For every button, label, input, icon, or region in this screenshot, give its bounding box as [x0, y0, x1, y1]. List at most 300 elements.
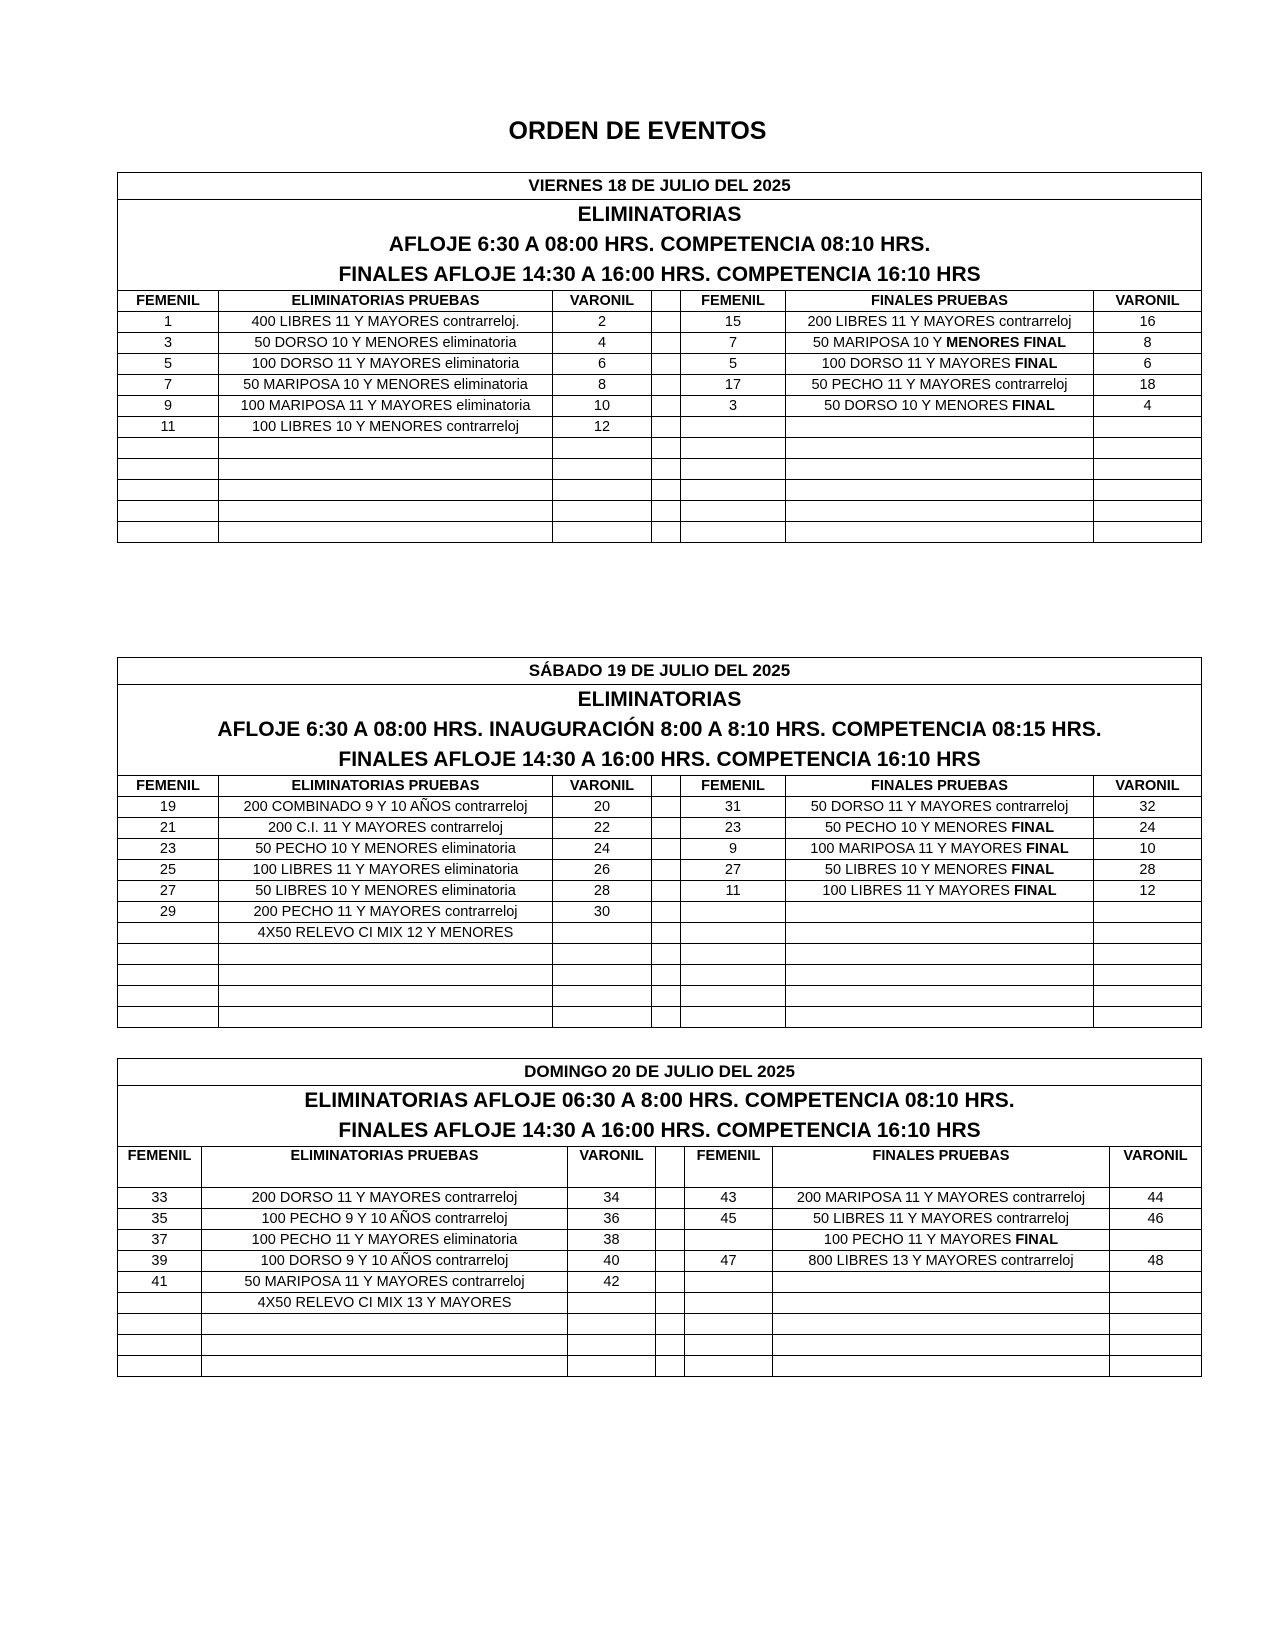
day-header — [118, 685, 1202, 776]
final-event — [786, 881, 1094, 902]
table-row — [118, 797, 1202, 818]
femenil-final-number: 5 — [681, 354, 786, 375]
varonil-final-number — [1094, 522, 1202, 543]
eliminatoria-event — [202, 1314, 568, 1335]
femenil-number: 27 — [118, 881, 219, 902]
femenil-final-number — [681, 438, 786, 459]
femenil-final-number: 9 — [681, 839, 786, 860]
eliminatoria-event — [219, 1007, 553, 1028]
final-event — [786, 354, 1094, 375]
eliminatoria-event: 100 PECHO 9 Y 10 AÑOS contrarreloj — [202, 1209, 568, 1230]
final-event-text: 100 DORSO 11 Y MAYORES — [821, 356, 1015, 372]
varonil-number: 22 — [553, 818, 652, 839]
col-femenil: FEMENIL — [118, 291, 219, 312]
schedule-table-saturday — [117, 657, 1202, 1028]
varonil-final-number — [1094, 417, 1202, 438]
varonil-number: 28 — [553, 881, 652, 902]
eliminatoria-event: 100 DORSO 11 Y MAYORES eliminatoria — [219, 354, 553, 375]
varonil-number — [553, 986, 652, 1007]
varonil-final-number — [1094, 902, 1202, 923]
eliminatoria-event — [219, 965, 553, 986]
final-event — [786, 902, 1094, 923]
final-event-text: 200 LIBRES 11 Y MAYORES contrarreloj — [807, 314, 1072, 330]
final-event-bold-text: FINAL — [1015, 1232, 1059, 1248]
col-femenil-finals: FEMENIL — [681, 291, 786, 312]
femenil-final-number — [681, 417, 786, 438]
table-row — [118, 818, 1202, 839]
schedule-table-sunday — [117, 1058, 1202, 1377]
spacer-cell — [652, 797, 681, 818]
femenil-final-number — [685, 1335, 773, 1356]
final-event — [773, 1188, 1110, 1209]
table-row — [118, 396, 1202, 417]
varonil-final-number: 32 — [1094, 797, 1202, 818]
varonil-number — [568, 1356, 656, 1377]
final-event — [786, 944, 1094, 965]
varonil-number — [553, 501, 652, 522]
varonil-final-number — [1110, 1356, 1202, 1377]
table-row — [118, 1272, 1202, 1293]
varonil-number: 24 — [553, 839, 652, 860]
varonil-final-number: 16 — [1094, 312, 1202, 333]
femenil-final-number — [681, 965, 786, 986]
varonil-number: 42 — [568, 1272, 656, 1293]
femenil-number — [118, 480, 219, 501]
femenil-number: 29 — [118, 902, 219, 923]
table-row — [118, 1335, 1202, 1356]
final-event-text: 100 LIBRES 11 Y MAYORES — [822, 883, 1014, 899]
femenil-number — [118, 438, 219, 459]
table-row — [118, 354, 1202, 375]
schedule-table-friday — [117, 172, 1202, 543]
final-event-bold-text: FINAL — [1011, 820, 1055, 836]
final-event — [773, 1209, 1110, 1230]
varonil-number: 4 — [553, 333, 652, 354]
final-event — [773, 1272, 1110, 1293]
femenil-number: 19 — [118, 797, 219, 818]
final-event-bold-text: FINAL — [1014, 356, 1058, 372]
varonil-final-number — [1094, 438, 1202, 459]
varonil-number: 8 — [553, 375, 652, 396]
eliminatoria-event: 100 PECHO 11 Y MAYORES eliminatoria — [202, 1230, 568, 1251]
femenil-number — [118, 459, 219, 480]
eliminatoria-event: 50 LIBRES 10 Y MENORES eliminatoria — [219, 881, 553, 902]
col-varonil-finals-text: VARONIL — [1123, 1148, 1188, 1164]
femenil-number: 1 — [118, 312, 219, 333]
col-femenil: FEMENIL — [118, 776, 219, 797]
femenil-final-number: 47 — [685, 1251, 773, 1272]
varonil-final-number — [1110, 1293, 1202, 1314]
varonil-final-number — [1094, 501, 1202, 522]
final-event — [773, 1230, 1110, 1251]
spacer-cell — [652, 438, 681, 459]
varonil-final-number — [1110, 1230, 1202, 1251]
final-event-text: 100 PECHO 11 Y MAYORES — [823, 1232, 1016, 1248]
table-row — [118, 1230, 1202, 1251]
final-event — [786, 1007, 1094, 1028]
varonil-final-number — [1094, 923, 1202, 944]
varonil-final-number: 8 — [1094, 333, 1202, 354]
femenil-final-number — [681, 459, 786, 480]
femenil-final-number — [681, 480, 786, 501]
varonil-number — [553, 438, 652, 459]
day-date: VIERNES 18 DE JULIO DEL 2025 — [118, 173, 1202, 200]
day-header — [118, 200, 1202, 291]
spacer-cell — [652, 312, 681, 333]
header-line: ELIMINATORIAS AFLOJE 06:30 A 8:00 HRS. COMPETENCIA 08:10 HRS. — [304, 1089, 1015, 1112]
table-row — [118, 1209, 1202, 1230]
table-row — [118, 881, 1202, 902]
femenil-number: 11 — [118, 417, 219, 438]
varonil-number — [553, 459, 652, 480]
col-femenil — [118, 1147, 202, 1188]
table-row — [118, 1188, 1202, 1209]
column-header-row — [118, 291, 1202, 312]
table-row — [118, 480, 1202, 501]
table-row — [118, 1251, 1202, 1272]
varonil-number — [553, 944, 652, 965]
femenil-number — [118, 965, 219, 986]
varonil-final-number — [1110, 1314, 1202, 1335]
final-event — [786, 501, 1094, 522]
table-row — [118, 1314, 1202, 1335]
table-row — [118, 522, 1202, 543]
varonil-number: 10 — [553, 396, 652, 417]
eliminatoria-event — [219, 986, 553, 1007]
spacer-cell — [652, 818, 681, 839]
spacer-cell — [652, 417, 681, 438]
femenil-number — [118, 1356, 202, 1377]
spacer-cell — [652, 333, 681, 354]
varonil-final-number: 10 — [1094, 839, 1202, 860]
final-event — [786, 839, 1094, 860]
col-varonil: VARONIL — [553, 776, 652, 797]
final-event-bold-text: FINAL — [1013, 883, 1057, 899]
varonil-final-number — [1094, 944, 1202, 965]
final-event-text: 50 LIBRES 11 Y MAYORES contrarreloj — [812, 1211, 1069, 1227]
varonil-number — [553, 1007, 652, 1028]
table-row — [118, 333, 1202, 354]
col-varonil-finals: VARONIL — [1094, 776, 1202, 797]
col-eliminatorias: ELIMINATORIAS PRUEBAS — [219, 776, 553, 797]
spacer-cell — [652, 1007, 681, 1028]
final-event — [773, 1314, 1110, 1335]
col-eliminatorias: ELIMINATORIAS PRUEBAS — [202, 1147, 568, 1188]
table-row — [118, 965, 1202, 986]
eliminatoria-event: 50 MARIPOSA 11 Y MAYORES contrarreloj — [202, 1272, 568, 1293]
varonil-number: 6 — [553, 354, 652, 375]
table-row — [118, 1356, 1202, 1377]
varonil-final-number: 4 — [1094, 396, 1202, 417]
femenil-number: 25 — [118, 860, 219, 881]
table-row — [118, 1007, 1202, 1028]
varonil-final-number — [1094, 459, 1202, 480]
varonil-number — [553, 480, 652, 501]
femenil-number: 7 — [118, 375, 219, 396]
final-event-text: 50 LIBRES 10 Y MENORES — [824, 862, 1012, 878]
varonil-number: 26 — [553, 860, 652, 881]
varonil-final-number: 46 — [1110, 1209, 1202, 1230]
table-row — [118, 417, 1202, 438]
femenil-final-number: 3 — [681, 396, 786, 417]
spacer-cell — [656, 1209, 685, 1230]
spacer-cell — [656, 1356, 685, 1377]
final-event-bold-text: MENORES FINAL — [946, 335, 1067, 351]
varonil-final-number: 18 — [1094, 375, 1202, 396]
final-event — [773, 1335, 1110, 1356]
header-line: ELIMINATORIAS — [577, 688, 742, 711]
femenil-final-number: 7 — [681, 333, 786, 354]
final-event — [786, 333, 1094, 354]
femenil-final-number — [681, 986, 786, 1007]
col-varonil-text: VARONIL — [579, 1148, 644, 1164]
spacer-cell — [652, 860, 681, 881]
spacer-cell — [656, 1272, 685, 1293]
header-line: AFLOJE 6:30 A 08:00 HRS. INAUGURACIÓN 8:00 A 8:10 HRS. COMPETENCIA 08:15 HRS. — [217, 718, 1102, 741]
page-title: ORDEN DE EVENTOS — [508, 117, 767, 145]
varonil-number: 12 — [553, 417, 652, 438]
eliminatoria-event: 100 LIBRES 11 Y MAYORES eliminatoria — [219, 860, 553, 881]
femenil-number: 39 — [118, 1251, 202, 1272]
col-femenil-finals-text: FEMENIL — [696, 1148, 761, 1164]
col-femenil-text: FEMENIL — [127, 1148, 192, 1164]
eliminatoria-event — [219, 501, 553, 522]
header-line: FINALES AFLOJE 14:30 A 16:00 HRS. COMPETENCIA 16:10 HRS — [338, 1119, 981, 1142]
eliminatoria-event: 50 DORSO 10 Y MENORES eliminatoria — [219, 333, 553, 354]
final-event-text: 50 MARIPOSA 10 Y — [812, 335, 947, 351]
femenil-final-number: 15 — [681, 312, 786, 333]
col-varonil — [568, 1147, 656, 1188]
spacer-cell — [652, 923, 681, 944]
eliminatoria-event — [219, 944, 553, 965]
femenil-number: 41 — [118, 1272, 202, 1293]
femenil-number: 33 — [118, 1188, 202, 1209]
spacer-cell — [652, 839, 681, 860]
table-row — [118, 1293, 1202, 1314]
col-spacer — [652, 776, 681, 797]
femenil-number: 3 — [118, 333, 219, 354]
spacer-cell — [652, 965, 681, 986]
varonil-final-number — [1110, 1335, 1202, 1356]
eliminatoria-event: 200 PECHO 11 Y MAYORES contrarreloj — [219, 902, 553, 923]
column-header-row — [118, 776, 1202, 797]
final-event-text: 50 PECHO 11 Y MAYORES contrarreloj — [811, 377, 1068, 393]
table-row — [118, 375, 1202, 396]
col-spacer — [656, 1147, 685, 1188]
final-event-text: 200 MARIPOSA 11 Y MAYORES contrarreloj — [796, 1190, 1086, 1206]
varonil-final-number: 6 — [1094, 354, 1202, 375]
femenil-number — [118, 522, 219, 543]
varonil-number: 20 — [553, 797, 652, 818]
eliminatoria-event: 200 C.I. 11 Y MAYORES contrarreloj — [219, 818, 553, 839]
varonil-final-number: 28 — [1094, 860, 1202, 881]
varonil-number: 30 — [553, 902, 652, 923]
eliminatoria-event — [219, 480, 553, 501]
eliminatoria-event: 100 LIBRES 10 Y MENORES contrarreloj — [219, 417, 553, 438]
header-line: ELIMINATORIAS — [577, 203, 742, 226]
femenil-final-number — [681, 923, 786, 944]
col-femenil-finals — [685, 1147, 773, 1188]
femenil-number — [118, 501, 219, 522]
table-row — [118, 902, 1202, 923]
varonil-final-number — [1094, 986, 1202, 1007]
final-event — [786, 986, 1094, 1007]
femenil-final-number: 27 — [681, 860, 786, 881]
femenil-final-number: 43 — [685, 1188, 773, 1209]
eliminatoria-event — [219, 459, 553, 480]
col-varonil: VARONIL — [553, 291, 652, 312]
final-event — [786, 797, 1094, 818]
spacer-cell — [656, 1335, 685, 1356]
femenil-number: 21 — [118, 818, 219, 839]
final-event — [773, 1251, 1110, 1272]
table-row — [118, 986, 1202, 1007]
femenil-final-number — [685, 1230, 773, 1251]
eliminatoria-event: 200 DORSO 11 Y MAYORES contrarreloj — [202, 1188, 568, 1209]
final-event — [786, 459, 1094, 480]
femenil-number — [118, 923, 219, 944]
varonil-final-number: 12 — [1094, 881, 1202, 902]
final-event — [786, 522, 1094, 543]
final-event — [773, 1293, 1110, 1314]
final-event — [786, 923, 1094, 944]
femenil-final-number — [681, 1007, 786, 1028]
final-event — [786, 965, 1094, 986]
final-event — [786, 312, 1094, 333]
table-row — [118, 312, 1202, 333]
eliminatoria-event — [219, 438, 553, 459]
spacer-cell — [652, 944, 681, 965]
eliminatoria-event: 50 MARIPOSA 10 Y MENORES eliminatoria — [219, 375, 553, 396]
varonil-final-number: 24 — [1094, 818, 1202, 839]
spacer-cell — [652, 881, 681, 902]
final-event — [786, 375, 1094, 396]
header-line: FINALES AFLOJE 14:30 A 16:00 HRS. COMPETENCIA 16:10 HRS — [338, 263, 981, 286]
varonil-number — [553, 923, 652, 944]
final-event-bold-text: FINAL — [1011, 862, 1055, 878]
spacer-cell — [652, 522, 681, 543]
spacer-cell — [656, 1188, 685, 1209]
spacer-cell — [656, 1251, 685, 1272]
varonil-final-number: 44 — [1110, 1188, 1202, 1209]
final-event — [773, 1356, 1110, 1377]
final-event-text: 50 DORSO 11 Y MAYORES contrarreloj — [810, 799, 1069, 815]
col-finales: FINALES PRUEBAS — [773, 1147, 1110, 1188]
femenil-number — [118, 1314, 202, 1335]
spacer-cell — [652, 902, 681, 923]
final-event — [786, 438, 1094, 459]
final-event-text: 100 MARIPOSA 11 Y MAYORES — [810, 841, 1027, 857]
final-event-bold-text: FINAL — [1012, 398, 1055, 414]
varonil-number: 2 — [553, 312, 652, 333]
varonil-number — [568, 1314, 656, 1335]
eliminatoria-event: 100 MARIPOSA 11 Y MAYORES eliminatoria — [219, 396, 553, 417]
col-varonil-finals — [1110, 1147, 1202, 1188]
final-event-text: 50 DORSO 10 Y MENORES — [824, 398, 1013, 414]
eliminatoria-event: 4X50 RELEVO CI MIX 12 Y MENORES — [219, 923, 553, 944]
table-row — [118, 459, 1202, 480]
femenil-number: 35 — [118, 1209, 202, 1230]
day-date: SÁBADO 19 DE JULIO DEL 2025 — [118, 658, 1202, 685]
spacer-cell — [656, 1293, 685, 1314]
spacer-cell — [652, 501, 681, 522]
varonil-final-number: 48 — [1110, 1251, 1202, 1272]
header-line: AFLOJE 6:30 A 08:00 HRS. COMPETENCIA 08:10 HRS. — [388, 233, 931, 256]
varonil-number — [553, 965, 652, 986]
col-varonil-finals: VARONIL — [1094, 291, 1202, 312]
femenil-final-number — [681, 501, 786, 522]
varonil-final-number — [1094, 965, 1202, 986]
femenil-number — [118, 944, 219, 965]
varonil-number: 40 — [568, 1251, 656, 1272]
femenil-number — [118, 1335, 202, 1356]
varonil-number — [568, 1293, 656, 1314]
column-header-row — [118, 1147, 1202, 1188]
femenil-final-number: 11 — [681, 881, 786, 902]
femenil-final-number — [685, 1314, 773, 1335]
eliminatoria-event — [219, 522, 553, 543]
spacer-cell — [652, 375, 681, 396]
eliminatoria-event: 100 DORSO 9 Y 10 AÑOS contrarreloj — [202, 1251, 568, 1272]
header-line: FINALES AFLOJE 14:30 A 16:00 HRS. COMPETENCIA 16:10 HRS — [338, 748, 981, 771]
table-row — [118, 860, 1202, 881]
col-finales: FINALES PRUEBAS — [786, 776, 1094, 797]
col-spacer — [652, 291, 681, 312]
final-event-text: 800 LIBRES 13 Y MAYORES contrarreloj — [808, 1253, 1074, 1269]
final-event — [786, 818, 1094, 839]
col-eliminatorias: ELIMINATORIAS PRUEBAS — [219, 291, 553, 312]
eliminatoria-event: 4X50 RELEVO CI MIX 13 Y MAYORES — [202, 1293, 568, 1314]
col-femenil-finals: FEMENIL — [681, 776, 786, 797]
femenil-number: 9 — [118, 396, 219, 417]
final-event — [786, 396, 1094, 417]
varonil-number: 36 — [568, 1209, 656, 1230]
eliminatoria-event: 400 LIBRES 11 Y MAYORES contrarreloj. — [219, 312, 553, 333]
spacer-cell — [652, 459, 681, 480]
day-date: DOMINGO 20 DE JULIO DEL 2025 — [118, 1059, 1202, 1086]
femenil-final-number — [681, 944, 786, 965]
final-event — [786, 480, 1094, 501]
eliminatoria-event — [202, 1335, 568, 1356]
varonil-final-number — [1110, 1272, 1202, 1293]
femenil-final-number — [685, 1356, 773, 1377]
varonil-number — [568, 1335, 656, 1356]
varonil-number: 38 — [568, 1230, 656, 1251]
day-header — [118, 1086, 1202, 1147]
final-event-bold-text: FINAL — [1026, 841, 1069, 857]
table-row — [118, 923, 1202, 944]
femenil-final-number — [685, 1272, 773, 1293]
femenil-final-number: 17 — [681, 375, 786, 396]
varonil-final-number — [1094, 480, 1202, 501]
spacer-cell — [656, 1314, 685, 1335]
femenil-final-number — [685, 1293, 773, 1314]
femenil-number: 37 — [118, 1230, 202, 1251]
spacer-cell — [652, 396, 681, 417]
femenil-number — [118, 986, 219, 1007]
varonil-final-number — [1094, 1007, 1202, 1028]
table-row — [118, 438, 1202, 459]
spacer-cell — [652, 480, 681, 501]
final-event — [786, 417, 1094, 438]
femenil-number: 5 — [118, 354, 219, 375]
eliminatoria-event: 50 PECHO 10 Y MENORES eliminatoria — [219, 839, 553, 860]
spacer-cell — [652, 354, 681, 375]
femenil-final-number: 23 — [681, 818, 786, 839]
final-event — [786, 860, 1094, 881]
femenil-number: 23 — [118, 839, 219, 860]
femenil-final-number — [681, 902, 786, 923]
